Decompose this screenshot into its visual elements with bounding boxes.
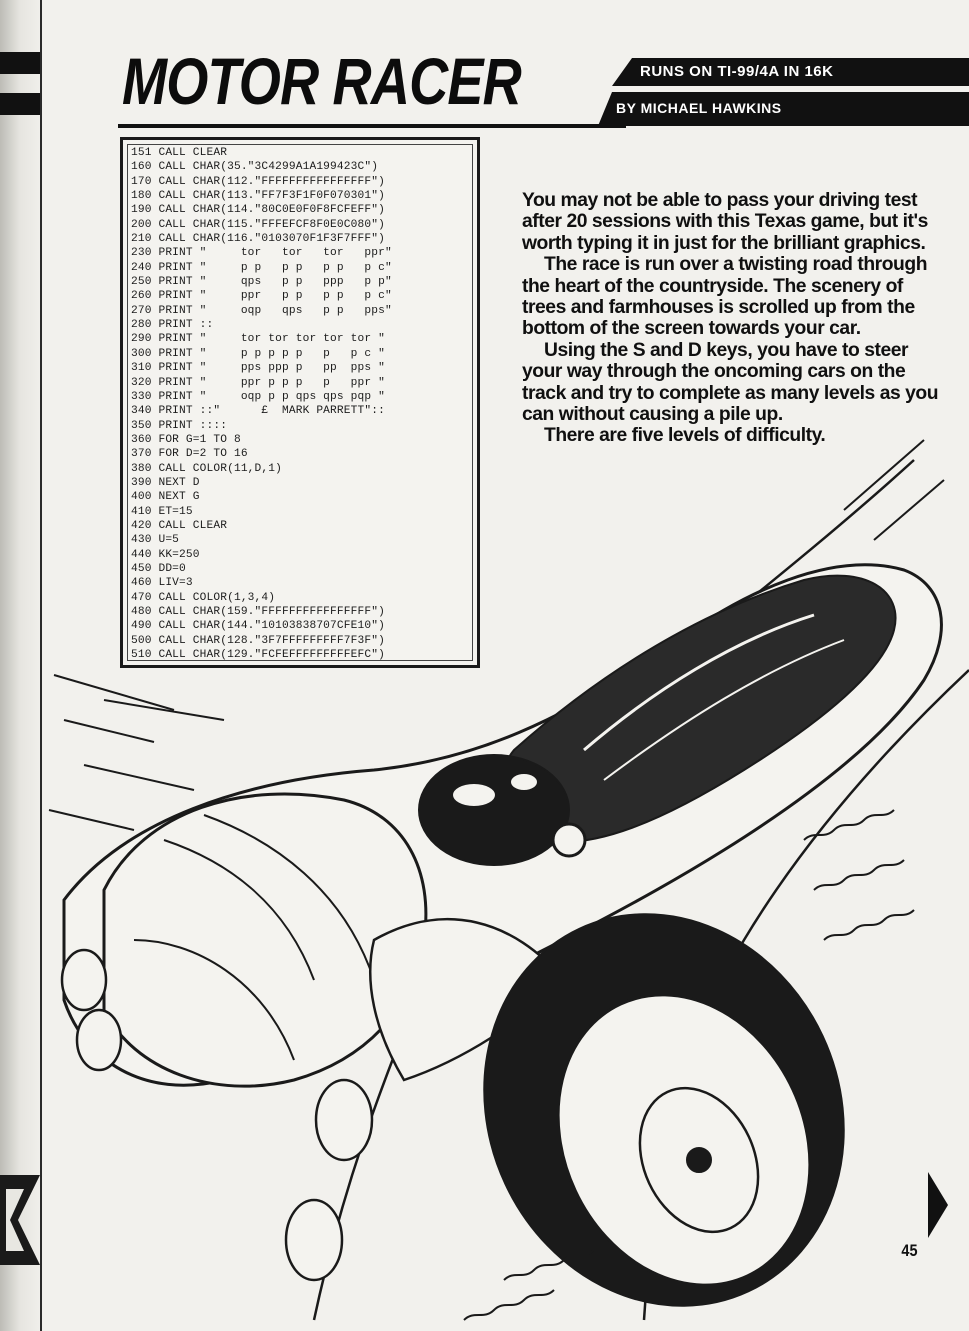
- code-line: 380 CALL COLOR(11,D,1): [131, 462, 282, 475]
- article-paragraph: Using the S and D keys, you have to steer your way through the oncoming cars on the track and try to complete as many levels as you can without causing a pile up.: [522, 339, 939, 426]
- code-line: 370 FOR D=2 TO 16: [131, 448, 248, 461]
- article-paragraph: There are five levels of difficulty.: [544, 425, 826, 447]
- article-paragraph: You may not be able to pass your driving test after 20 sessions with this Texas game, but it's worth typing it in just for the brilliant graphics.: [522, 190, 928, 254]
- code-line: 230 PRINT " tor tor tor ppr": [131, 247, 392, 260]
- code-line: 300 PRINT " p p p p p p p c ": [131, 347, 385, 360]
- code-line: 270 PRINT " oqp qps p p pps": [131, 304, 392, 317]
- article-body: [522, 190, 942, 447]
- page-number: 45: [901, 1241, 918, 1260]
- code-line: 400 NEXT G: [131, 491, 200, 504]
- title-underline: [118, 124, 626, 128]
- code-line: 480 CALL CHAR(159."FFFFFFFFFFFFFFFF"): [131, 606, 385, 618]
- code-line: 510 CALL CHAR(129."FCFEFFFFFFFFFEFC"): [131, 649, 385, 662]
- spine-fold-line: [40, 0, 42, 1331]
- code-line: 490 CALL CHAR(144."10103838707CFE10"): [131, 620, 385, 633]
- code-line: 340 PRINT ::" £ MARK PARRETT"::: [131, 405, 385, 418]
- code-line: 290 PRINT " tor tor tor tor tor ": [131, 333, 385, 346]
- spine-band-top: [0, 52, 40, 74]
- page-title: MOTOR RACER: [122, 44, 521, 118]
- next-page-arrow-icon: [928, 1172, 948, 1238]
- code-line: 470 CALL COLOR(1,3,4): [131, 591, 276, 604]
- page-spine: [0, 0, 44, 1331]
- code-line: 320 PRINT " ppr p p p p ppr ": [131, 376, 385, 389]
- code-line: 420 CALL CLEAR: [131, 519, 228, 532]
- code-line: 390 NEXT D: [131, 476, 200, 489]
- code-line: 170 CALL CHAR(112."FFFFFFFFFFFFFFFF"): [131, 175, 385, 188]
- code-line: 310 PRINT " pps ppp p pp pps ": [131, 362, 385, 375]
- code-line: 360 FOR G=1 TO 8: [131, 433, 241, 446]
- code-line: 160 CALL CHAR(35."3C4299A1A199423C"): [131, 161, 379, 174]
- code-line: 500 CALL CHAR(128."3F7FFFFFFFFF7F3F"): [131, 634, 385, 647]
- code-line: 250 PRINT " qps p p ppp p p": [131, 276, 392, 289]
- code-line: 151 CALL CLEAR: [131, 147, 228, 159]
- code-line: 330 PRINT " oqp p p qps qps pqp ": [131, 390, 385, 403]
- code-line: 190 CALL CHAR(114."80C0E0F0F8FCFEFF"): [131, 204, 385, 217]
- author-byline: BY MICHAEL HAWKINS: [616, 100, 782, 116]
- article-paragraph: The race is run over a twisting road through the heart of the countryside. The scenery of trees and farmhouses is scrolled up from the bottom of the screen towards your car.: [522, 254, 928, 340]
- code-line: 450 DD=0: [131, 562, 186, 575]
- code-line: 350 PRINT ::::: [131, 419, 228, 432]
- code-line: 410 ET=15: [131, 505, 193, 518]
- racing-car-illustration: [44, 420, 969, 1331]
- spine-band-middle: [0, 93, 40, 115]
- code-line: 200 CALL CHAR(115."FFFEFCF8F0E0C080"): [131, 218, 385, 231]
- code-line: 430 U=5: [131, 534, 180, 547]
- code-line: 280 PRINT ::: [131, 319, 214, 332]
- spine-chevron-icon: [0, 1175, 40, 1265]
- code-line: 210 CALL CHAR(116."0103070F1F3F7FFF"): [131, 233, 385, 246]
- code-line: 440 KK=250: [131, 548, 200, 561]
- code-line: 460 LIV=3: [131, 577, 193, 590]
- code-line: 180 CALL CHAR(113."FF7F3F1F0F070301"): [131, 190, 385, 203]
- code-line: 260 PRINT " ppr p p p p p c": [131, 290, 392, 303]
- code-line: 240 PRINT " p p p p p p p c": [131, 261, 392, 274]
- compatibility-label: RUNS ON TI-99/4A IN 16K: [640, 63, 834, 80]
